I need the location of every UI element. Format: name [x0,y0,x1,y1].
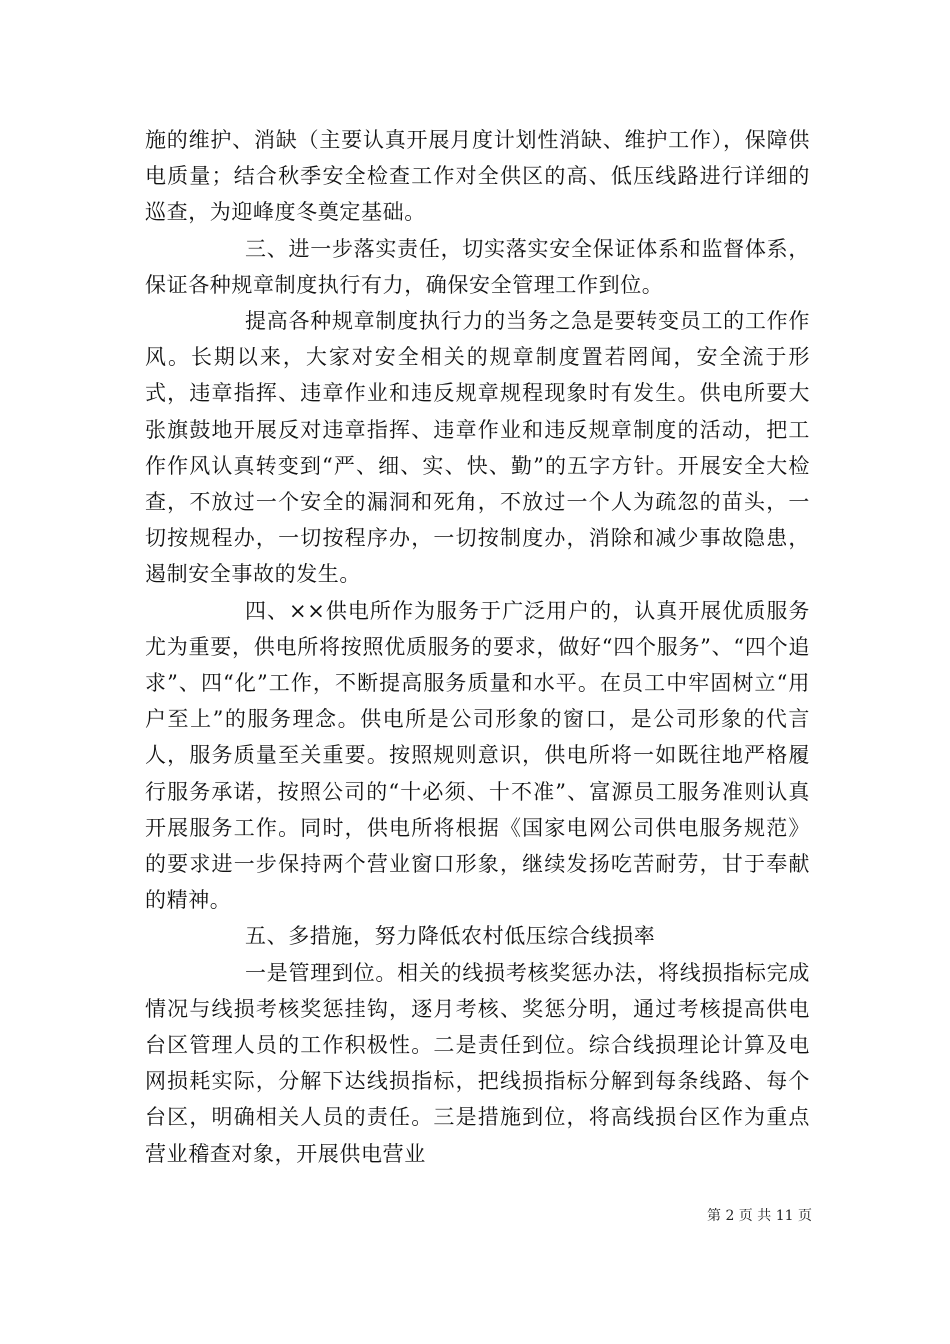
paragraph-4: 四、××供电所作为服务于广泛用户的，认真开展优质服务尤为重要，供电所将按照优质服务的要求，做好“四个服务”、“四个追求”、四“化”工作，不断提高服务质量和水平。在员工中牢固树立“用户至上”的服务理念。供电所是公司形象的窗口，是公司形象的代言人，服务质量至关重要。按照规则意识，供电所将一如既往地严格履行服务承诺，按照公司的“十必须、十不准”、富源员工服务准则认真开展服务工作。同时，供电所将根据《国家电网公司供电服务规范》的要求进一步保持两个营业窗口形象，继续发扬吃苦耐劳，甘于奉献的精神。 [145,598,810,913]
paragraph-2: 三、进一步落实责任，切实落实安全保证体系和监督体系，保证各种规章制度执行有力，确保安全管理工作到位。 [145,236,810,297]
page-number-footer: 第 2 页 共 11 页 [707,1208,812,1224]
paragraph-1: 施的维护、消缺（主要认真开展月度计划性消缺、维护工作），保障供电质量；结合秋季安全检查工作对全供区的高、低压线路进行详细的巡查，为迎峰度冬奠定基础。 [145,128,810,225]
paragraph-6: 一是管理到位。相关的线损考核奖惩办法，将线损指标完成情况与线损考核奖惩挂钩，逐月考核、奖惩分明，通过考核提高供电台区管理人员的工作积极性。二是责任到位。综合线损理论计算及电网损耗实际，分解下达线损指标，把线损指标分解到每条线路、每个台区，明确相关人员的责任。三是措施到位，将高线损台区作为重点营业稽查对象，开展供电营业 [145,960,810,1166]
paragraph-5-heading: 五、多措施，努力降低农村低压综合线损率 [245,924,656,949]
paragraph-3: 提高各种规章制度执行力的当务之急是要转变员工的工作作风。长期以来，大家对安全相关的规章制度置若罔闻，安全流于形式，违章指挥、违章作业和违反规章规程现象时有发生。供电所要大张旗鼓地开展反对违章指挥、违章作业和违反规章制度的活动，把工作作风认真转变到“严、细、实、快、勤”的五字方针。开展安全大检查，不放过一个安全的漏洞和死角，不放过一个人为疏忽的苗头，一切按规程办，一切按程序办，一切按制度办，消除和减少事故隐患，遏制安全事故的发生。 [145,309,810,587]
document-body [145,122,810,1172]
